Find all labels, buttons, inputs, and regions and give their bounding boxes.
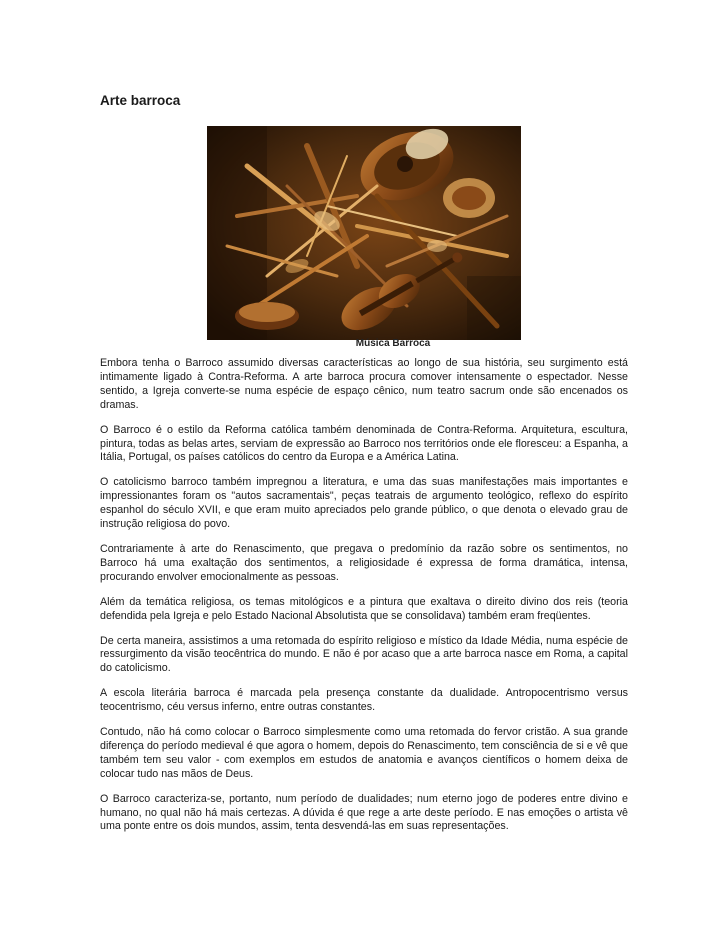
paragraph: Contrariamente à arte do Renascimento, que pregava o predomínio da razão sobre os sentimentos, no Barroco há uma exaltação dos sentimentos, a religiosidade é expressa de forma dramática, intensa, procurando envolver emocionalmente as pessoas.: [100, 542, 628, 583]
page-title: Arte barroca: [100, 93, 181, 108]
paragraph: O catolicismo barroco também impregnou a literatura, e uma das suas manifestações mais importantes e impressionantes foram os "autos sacramentais", peças teatrais de argumento teológico, reflexo do espírito espanhol do século XVII, e que eram muito apreciados pelo grande público, o que denota o elevado grau de instrução religiosa do povo.: [100, 476, 628, 531]
paragraph: Embora tenha o Barroco assumido diversas características ao longo de sua história, seu surgimento está intimamente ligado à Contra-Reforma. A arte barroca procura comover intensamente o espectador. Nesse sentido, a Igreja converte-se numa espécie de espaço cênico, num teatro sacrum onde são encenados os dramas.: [100, 357, 628, 411]
paragraph: O Barroco caracteriza-se, portanto, num período de dualidades; num eterno jogo de poderes entre divino e humano, no qual não há mais certezas. A dúvida é que rege a arte deste período. E nas emoções o artista vê uma ponte entre os dois mundos, assim, tenta desvendá-las em suas representações.: [100, 792, 628, 833]
article-body: [100, 357, 628, 845]
paragraph: Além da temática religiosa, os temas mitológicos e a pintura que exaltava o direito divino dos reis (teoria defendida pela Igreja e pelo Estado Nacional Absolutista que se consolidava) também eram freqüentes.: [100, 595, 628, 622]
paragraph: A escola literária barroca é marcada pela presença constante da dualidade. Antropocentrismo versus teocentrismo, céu versus inferno, entre outras constantes.: [100, 687, 628, 714]
painting-image: [207, 126, 521, 340]
paragraph: O Barroco é o estilo da Reforma católica também denominada de Contra-Reforma. Arquitetura, escultura, pintura, todas as belas artes, serviam de expressão ao Barroco nos territórios onde ele floresceu: a Espanha, a Itália, Portugal, os países católicos do centro da Europa e a América Latina.: [100, 423, 628, 464]
figure-caption: Música Barroca: [355, 338, 431, 349]
paragraph: Contudo, não há como colocar o Barroco simplesmente como uma retomada do fervor cristão. A sua grande diferença do período medieval é que agora o homem, depois do Renascimento, tem consciência de si e vê que também tem seu valor - com exemplos em estudos de anatomia e avanços científicos o homem deixa de colocar tudo nas mãos de Deus.: [100, 726, 628, 780]
paragraph: De certa maneira, assistimos a uma retomada do espírito religioso e místico da Idade Média, numa espécie de ressurgimento da visão teocêntrica do mundo. E não é por acaso que a arte barroca nasce em Roma, a capital do catolicismo.: [100, 634, 628, 675]
baroque-music-painting: [207, 126, 521, 340]
